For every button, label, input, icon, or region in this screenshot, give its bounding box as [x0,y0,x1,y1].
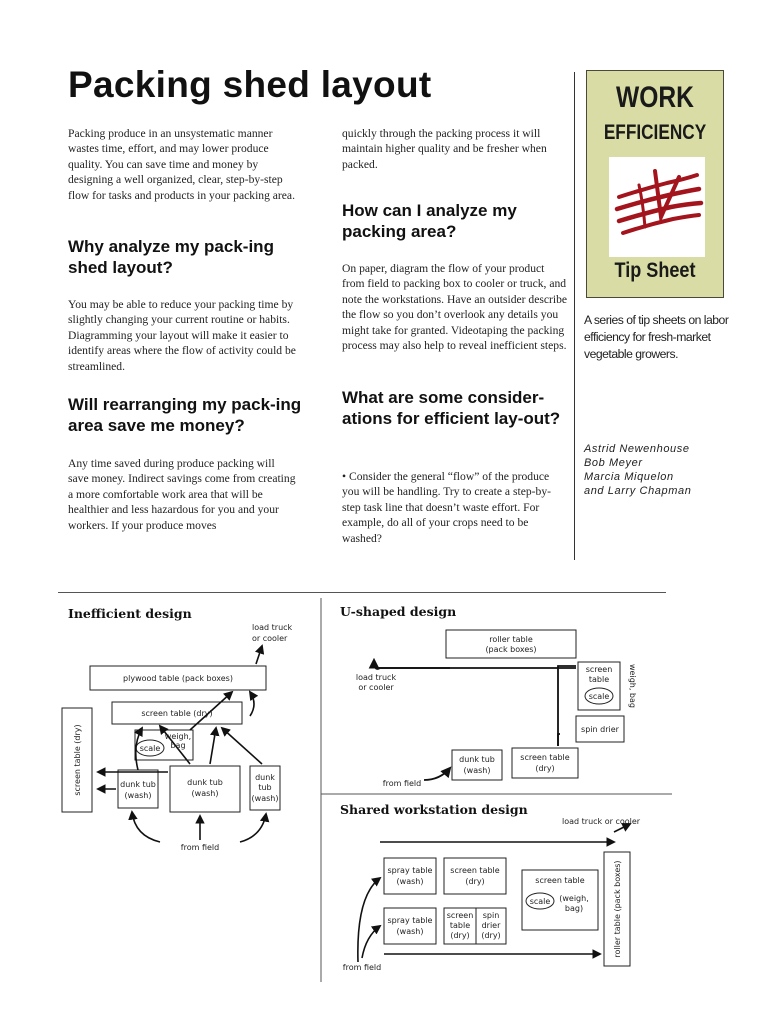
screen-table-dry [444,858,506,894]
layout-diagrams [40,596,680,988]
page-title: Packing shed layout [68,64,432,105]
spray-table-wash [384,858,436,894]
spin-drier-label: (dry) [481,931,501,940]
dunk-tub-label: dunk [255,773,275,782]
spin-drier-label: drier [481,921,501,930]
dunk-tub-label: tub [258,783,272,792]
card-title-work: WORK [616,81,694,114]
weigh-bag-label: bag) [564,904,584,913]
scale-label: scale [588,692,610,701]
load-truck-label: load truck [252,623,293,632]
work-efficiency-logo [609,157,705,257]
inefficient-title: Inefficient design [68,606,192,621]
considerations-paragraph: • Consider the general “flow” of the produce you will be handling. Try to create a step-by-step task line that doesn’t waste effort. For example, do all of your crops need to be washed? [342,470,551,545]
screen-table-label: table [588,675,610,684]
scale-label: scale [529,897,551,906]
roller-table-label: roller table [489,635,533,644]
heading-how-analyze: How can I analyze my packing area? [342,201,517,241]
heading-considerations: What are some consider-ations for efficient lay-out? [342,388,561,428]
u-shaped-title: U-shaped design [340,604,457,619]
how-analyze-paragraph: On paper, diagram the flow of your product from field to packing box to cooler or truck, and note the workstations. Have an outsider describe the flow so you don’t overlook any details you might take for granted. Videotaping the packing process may also help to reveal inefficient steps. [342,262,568,353]
load-truck-label: or cooler [358,683,394,692]
dunk-tub-label: (wash) [463,766,491,775]
dunk-tub-label: dunk tub [459,755,495,764]
screen-table-label: (dry) [450,931,470,940]
column-divider [574,72,575,560]
screen-table-label: screen table (dry) [141,709,213,718]
dunk-tub-label: (wash) [251,794,279,803]
weigh-bag-label: bag [170,741,186,750]
dunk-tub-label: dunk tub [187,778,223,787]
screen-table-label: table [449,921,471,930]
screen-table-vertical-label: screen table (dry) [73,724,82,796]
dunk-tub-label: (wash) [191,789,219,798]
continued-paragraph: quickly through the packing process it will maintain higher quality and be fresher when packed. [342,127,547,171]
load-truck-label: load truck or cooler [562,817,641,826]
from-field-label: from field [382,779,422,788]
from-field-label: from field [180,843,220,852]
plywood-table-label: plywood table (pack boxes) [123,674,233,683]
screen-table-label: (dry) [465,877,485,886]
spin-drier-label: spin [482,911,500,920]
spray-table-wash [384,908,436,944]
screen-table-dry-label: screen table [520,753,570,762]
author-name: and Larry Chapman [584,485,692,497]
spin-drier-label: spin drier [581,725,619,734]
u-shaped-design-diagram [340,604,637,788]
rearranging-paragraph: Any time saved during produce packing will save money. Indirect savings come from creating a more comfortable work area that will be healthier and less hazardous for you and your workers. If your produce moves [68,457,296,532]
spray-table-label: spray table [387,866,433,875]
spray-table-label: (wash) [396,927,424,936]
weigh-bag-label: (weigh, [559,894,589,903]
author-name: Bob Meyer [584,457,643,469]
author-name: Marcia Miquelon [584,471,674,483]
why-analyze-paragraph: You may be able to reduce your packing time by slightly changing your current routine or habits. Diagramming your layout will make it easier to identify areas where the flow of activity could be streamlined. [68,298,296,373]
author-name: Astrid Newenhouse [584,443,690,455]
screen-table-label: screen table [450,866,500,875]
heading-why-analyze: Why analyze my pack-ing shed layout? [68,237,274,277]
weigh-bag-label: weigh, bag [628,664,637,708]
scale-label: scale [139,744,161,753]
screen-table-dry-label: (dry) [535,764,555,773]
authors-list [584,442,754,498]
roller-table-label: roller table (pack boxes) [613,860,622,958]
card-title-efficiency: EFFICIENCY [603,121,707,144]
dunk-tub-1 [118,770,158,808]
heading-rearranging: Will rearranging my pack-ing area save me money? [68,395,302,435]
tip-sheet-card [586,70,724,298]
weigh-bag-label: weigh, [164,732,192,741]
roller-table-label: (pack boxes) [485,645,537,654]
load-truck-label: load truck [355,673,397,682]
spray-table-label: spray table [387,916,433,925]
from-field-label: from field [342,963,382,972]
dunk-tub-label: (wash) [124,791,152,800]
screen-table-label: screen [446,911,474,920]
shared-workstation-diagram [340,802,641,972]
diagram-top-rule [58,592,666,593]
screen-table-label: screen table [535,876,585,885]
dunk-tub-label: dunk tub [120,780,156,789]
shared-title: Shared workstation design [340,802,528,817]
series-description: A series of tip sheets on labor efficiency for fresh-market vegetable growers. [584,313,729,361]
load-truck-label: or cooler [252,634,288,643]
spray-table-label: (wash) [396,877,424,886]
inefficient-design-diagram [62,606,293,852]
screen-table-label: screen [585,665,613,674]
intro-paragraph: Packing produce in an unsystematic manner wastes time, effort, and may lower produce quality. You can save time and money by designing a well organized, clear, step-by-step flow for tasks and products in your packing area. [68,127,295,202]
card-title-tip-sheet: Tip Sheet [614,259,696,282]
